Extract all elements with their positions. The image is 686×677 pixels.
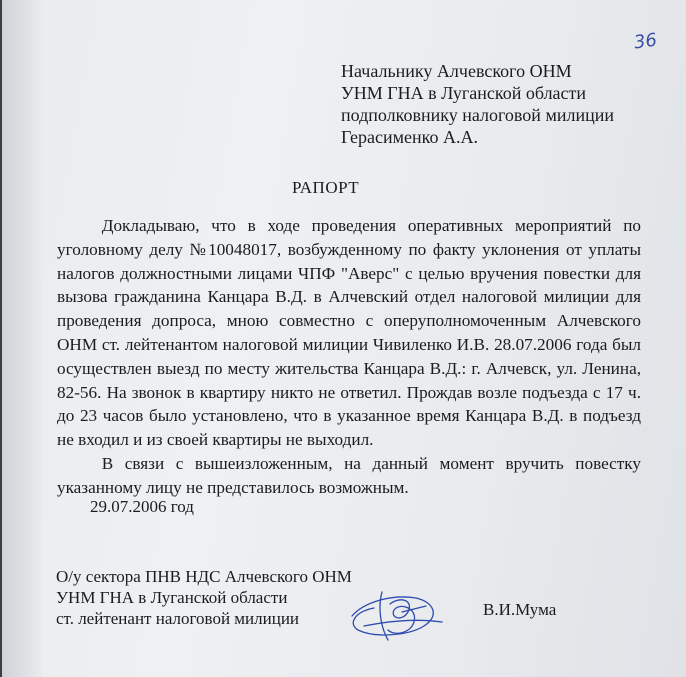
position-line: О/у сектора ПНВ НДС Алчевского ОНМ — [56, 567, 352, 586]
handwritten-signature — [344, 582, 454, 652]
signer-name: В.И.Мума — [483, 600, 557, 619]
body-paragraph-text: В связи с вышеизложенным, на данный момент вручить повестку указанному лицу не представилось возможным. — [57, 453, 641, 497]
page-number: 36 — [632, 29, 659, 54]
page-fold-shadow — [2, 0, 42, 677]
addressee-line: Начальнику Алчевского ОНМ — [341, 61, 572, 81]
addressee-block — [341, 60, 614, 148]
position-line: ст. лейтенант налоговой милиции — [56, 609, 300, 628]
body-paragraph — [57, 452, 641, 500]
addressee-line: УНМ ГНА в Луганской области — [341, 83, 587, 103]
signatory-position-block — [56, 566, 352, 629]
addressee-line: подполковнику налоговой милиции — [341, 105, 614, 125]
addressee-line: Герасименко А.А. — [341, 127, 478, 147]
report-body — [57, 214, 641, 500]
body-paragraph: Докладываю, что в ходе проведения оперативных мероприятий по уголовному делу №10048017, возбужденному по факту уклонения от уплаты налогов должностными лицами ЧПФ "Аверс" с целью вручения повестки для вызова гражданина Канцара В.Д. в Алчевский отдел налоговой милиции для проведения допроса, мною совместно с оперуполномоченным Алчевского ОНМ ст. лейтенантом налоговой милиции Чивиленко И.В. 28.07.2006 года был осуществлен выезд по месту жительства Канцара В.Д.: г. Алчевск, ул. Ленина, 82-56. На звонок в квартиру никто не ответил. Прождав возле подъезда с 17 ч. до 23 часов было установлено, что в указанное время Канцара В.Д. в подъезд не входил и из своей квартиры не выходил. — [57, 216, 641, 450]
position-line: УНМ ГНА в Луганской области — [56, 588, 288, 607]
document-title: РАПОРТ — [292, 178, 360, 197]
document-page — [2, 0, 686, 677]
report-date: 29.07.2006 год — [90, 497, 194, 516]
